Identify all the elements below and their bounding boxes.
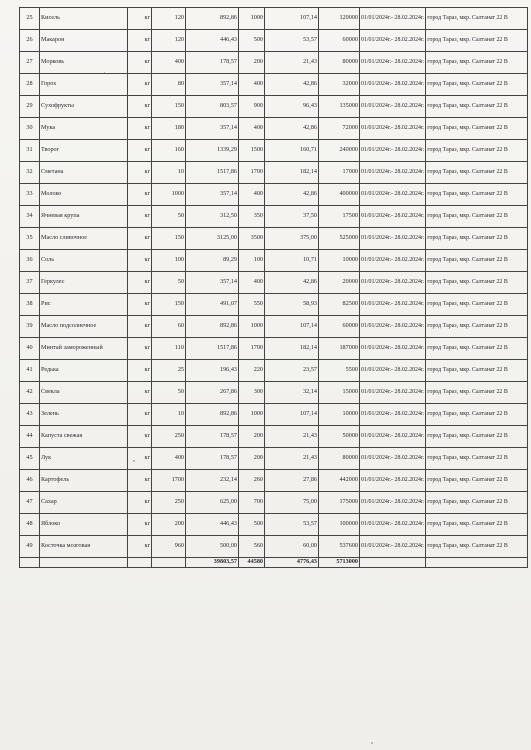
product-name-cell: Сметана — [40, 162, 128, 184]
unit-price-cell: 500 — [239, 30, 265, 52]
table-row — [20, 250, 528, 272]
delivery-address-cell: город Тараз, мкр. Салтанат 22 В — [426, 360, 528, 382]
delivery-address-cell: город Тараз, мкр. Салтанат 22 В — [426, 140, 528, 162]
quantity-cell: 960 — [152, 536, 186, 558]
price-cell: 357,14 — [186, 74, 239, 96]
table-row — [20, 30, 528, 52]
unit-price-cell: 500 — [239, 514, 265, 536]
unit-cell: кг — [128, 228, 152, 250]
delivery-address-cell: город Тараз, мкр. Салтанат 22 В — [426, 514, 528, 536]
table-row — [20, 360, 528, 382]
price-cell: 232,14 — [186, 470, 239, 492]
unit-cell: кг — [128, 118, 152, 140]
row-number-cell: 38 — [20, 294, 40, 316]
table-row — [20, 316, 528, 338]
unit-price-cell: 900 — [239, 96, 265, 118]
quantity-cell: 400 — [152, 448, 186, 470]
vat-amount-cell: 10,71 — [265, 250, 319, 272]
unit-price-cell: 1700 — [239, 162, 265, 184]
vat-amount-cell: 182,14 — [265, 162, 319, 184]
vat-amount-cell: 53,57 — [265, 514, 319, 536]
row-number-cell: 29 — [20, 96, 40, 118]
product-name-cell: Косточка мозговая — [40, 536, 128, 558]
row-number-cell: 43 — [20, 404, 40, 426]
table-row — [20, 470, 528, 492]
price-cell: 892,86 — [186, 404, 239, 426]
row-number-cell: 41 — [20, 360, 40, 382]
total-amount-cell: 400000 — [319, 184, 360, 206]
total-amount-cell: 10000 — [319, 404, 360, 426]
totals-blank-qty — [152, 558, 186, 568]
vat-amount-cell: 96,43 — [265, 96, 319, 118]
row-number-cell: 40 — [20, 338, 40, 360]
total-amount-cell: 20000 — [319, 272, 360, 294]
unit-price-cell: 400 — [239, 272, 265, 294]
table-row — [20, 448, 528, 470]
table-row — [20, 492, 528, 514]
row-number-cell: 39 — [20, 316, 40, 338]
unit-price-cell: 3500 — [239, 228, 265, 250]
vat-amount-cell: 32,14 — [265, 382, 319, 404]
totals-blank-name — [40, 558, 128, 568]
row-number-cell: 25 — [20, 8, 40, 30]
total-amount-cell: 60000 — [319, 30, 360, 52]
delivery-period-cell: 01/01/2024г.- 28.02.2024г. — [360, 294, 426, 316]
unit-price-cell: 1000 — [239, 404, 265, 426]
vat-amount-cell: 53,57 — [265, 30, 319, 52]
unit-cell: кг — [128, 206, 152, 228]
total-amount-cell: 60000 — [319, 316, 360, 338]
vat-amount-cell: 42,86 — [265, 272, 319, 294]
row-number-cell: 28 — [20, 74, 40, 96]
delivery-address-cell: город Тараз, мкр. Салтанат 22 В — [426, 52, 528, 74]
delivery-address-cell: город Тараз, мкр. Салтанат 22 В — [426, 536, 528, 558]
totals-blank-unit — [128, 558, 152, 568]
product-name-cell: Лук — [40, 448, 128, 470]
delivery-period-cell: 01/01/2024г.- 28.02.2024г. — [360, 470, 426, 492]
unit-price-cell: 400 — [239, 184, 265, 206]
vat-amount-cell: 21,43 — [265, 426, 319, 448]
delivery-period-cell: 01/01/2024г.- 28.02.2024г. — [360, 30, 426, 52]
vat-amount-cell: 58,93 — [265, 294, 319, 316]
delivery-period-cell: 01/01/2024г.- 28.02.2024г. — [360, 338, 426, 360]
delivery-address-cell: город Тараз, мкр. Салтанат 22 В — [426, 272, 528, 294]
vat-amount-cell: 27,86 — [265, 470, 319, 492]
delivery-period-cell: 01/01/2024г.- 28.02.2024г. — [360, 8, 426, 30]
table-row — [20, 294, 528, 316]
product-name-cell: Капуста свежая — [40, 426, 128, 448]
row-number-cell: 26 — [20, 30, 40, 52]
delivery-period-cell: 01/01/2024г.- 28.02.2024г. — [360, 316, 426, 338]
quantity-cell: 250 — [152, 426, 186, 448]
unit-price-cell: 550 — [239, 294, 265, 316]
vat-amount-cell: 107,14 — [265, 316, 319, 338]
delivery-period-cell: 01/01/2024г.- 28.02.2024г. — [360, 96, 426, 118]
quantity-cell: 10 — [152, 162, 186, 184]
price-cell: 892,86 — [186, 316, 239, 338]
unit-cell: кг — [128, 426, 152, 448]
product-name-cell: Творог — [40, 140, 128, 162]
total-amount-cell: 82500 — [319, 294, 360, 316]
delivery-address-cell: город Тараз, мкр. Салтанат 22 В — [426, 206, 528, 228]
total-amount-cell: 120000 — [319, 8, 360, 30]
row-number-cell: 46 — [20, 470, 40, 492]
delivery-period-cell: 01/01/2024г.- 28.02.2024г. — [360, 118, 426, 140]
unit-price-cell: 1000 — [239, 316, 265, 338]
total-amount-cell: 72000 — [319, 118, 360, 140]
unit-cell: кг — [128, 52, 152, 74]
total-amount-cell: 10000 — [319, 250, 360, 272]
totals-price: 39803,57 — [186, 558, 239, 568]
delivery-address-cell: город Тараз, мкр. Салтанат 22 В — [426, 30, 528, 52]
totals-blank-addr — [426, 558, 528, 568]
total-amount-cell: 240000 — [319, 140, 360, 162]
quantity-cell: 120 — [152, 30, 186, 52]
price-cell: 89,29 — [186, 250, 239, 272]
row-number-cell: 47 — [20, 492, 40, 514]
delivery-period-cell: 01/01/2024г.- 28.02.2024г. — [360, 514, 426, 536]
row-number-cell: 37 — [20, 272, 40, 294]
unit-cell: кг — [128, 74, 152, 96]
price-cell: 892,86 — [186, 8, 239, 30]
price-cell: 267,86 — [186, 382, 239, 404]
unit-price-cell: 400 — [239, 118, 265, 140]
price-cell: 196,43 — [186, 360, 239, 382]
quantity-cell: 250 — [152, 492, 186, 514]
table-row — [20, 162, 528, 184]
quantity-cell: 10 — [152, 404, 186, 426]
quantity-cell: 110 — [152, 338, 186, 360]
price-cell: 178,57 — [186, 426, 239, 448]
product-name-cell: Ячневая крупа — [40, 206, 128, 228]
delivery-period-cell: 01/01/2024г.- 28.02.2024г. — [360, 162, 426, 184]
product-name-cell: Картофель — [40, 470, 128, 492]
vat-amount-cell: 107,14 — [265, 404, 319, 426]
price-cell: 446,43 — [186, 30, 239, 52]
procurement-table — [19, 7, 528, 568]
product-name-cell: Минтай замороженный — [40, 338, 128, 360]
total-amount-cell: 17000 — [319, 162, 360, 184]
product-name-cell: Мука — [40, 118, 128, 140]
table-row — [20, 536, 528, 558]
delivery-period-cell: 01/01/2024г.- 28.02.2024г. — [360, 74, 426, 96]
product-name-cell: Масло подсолнечное — [40, 316, 128, 338]
quantity-cell: 150 — [152, 96, 186, 118]
totals-blank-no — [20, 558, 40, 568]
delivery-period-cell: 01/01/2024г.- 28.02.2024г. — [360, 184, 426, 206]
row-number-cell: 42 — [20, 382, 40, 404]
unit-cell: кг — [128, 250, 152, 272]
price-cell: 446,43 — [186, 514, 239, 536]
scan-speck — [371, 742, 373, 744]
unit-price-cell: 350 — [239, 206, 265, 228]
total-amount-cell: 32000 — [319, 74, 360, 96]
row-number-cell: 48 — [20, 514, 40, 536]
total-amount-cell: 525000 — [319, 228, 360, 250]
table-row — [20, 404, 528, 426]
row-number-cell: 31 — [20, 140, 40, 162]
quantity-cell: 120 — [152, 8, 186, 30]
delivery-period-cell: 01/01/2024г.- 28.02.2024г. — [360, 448, 426, 470]
table-body — [20, 8, 528, 568]
delivery-address-cell: город Тараз, мкр. Салтанат 22 В — [426, 96, 528, 118]
product-name-cell: Соль — [40, 250, 128, 272]
unit-cell: кг — [128, 316, 152, 338]
total-amount-cell: 50000 — [319, 426, 360, 448]
price-cell: 1517,86 — [186, 338, 239, 360]
unit-price-cell: 260 — [239, 470, 265, 492]
scan-speck — [133, 460, 135, 462]
product-name-cell: Молоко — [40, 184, 128, 206]
vat-amount-cell: 107,14 — [265, 8, 319, 30]
quantity-cell: 50 — [152, 206, 186, 228]
product-name-cell: Зелень — [40, 404, 128, 426]
total-amount-cell: 80000 — [319, 52, 360, 74]
table-row — [20, 206, 528, 228]
unit-cell: кг — [128, 448, 152, 470]
quantity-cell: 150 — [152, 228, 186, 250]
row-number-cell: 27 — [20, 52, 40, 74]
price-cell: 312,50 — [186, 206, 239, 228]
product-name-cell: Свекла — [40, 382, 128, 404]
unit-price-cell: 400 — [239, 74, 265, 96]
unit-price-cell: 1000 — [239, 8, 265, 30]
table-row — [20, 228, 528, 250]
delivery-period-cell: 01/01/2024г.- 28.02.2024г. — [360, 52, 426, 74]
table-row — [20, 514, 528, 536]
product-name-cell: Горох — [40, 74, 128, 96]
row-number-cell: 45 — [20, 448, 40, 470]
delivery-address-cell: город Тараз, мкр. Салтанат 22 В — [426, 228, 528, 250]
product-name-cell: Кисель — [40, 8, 128, 30]
unit-cell: кг — [128, 30, 152, 52]
unit-cell: кг — [128, 470, 152, 492]
unit-price-cell: 300 — [239, 382, 265, 404]
unit-cell: кг — [128, 360, 152, 382]
quantity-cell: 50 — [152, 272, 186, 294]
table-row — [20, 426, 528, 448]
total-amount-cell: 537600 — [319, 536, 360, 558]
delivery-period-cell: 01/01/2024г.- 28.02.2024г. — [360, 140, 426, 162]
delivery-address-cell: город Тараз, мкр. Салтанат 22 В — [426, 118, 528, 140]
table-row — [20, 382, 528, 404]
row-number-cell: 49 — [20, 536, 40, 558]
vat-amount-cell: 60,00 — [265, 536, 319, 558]
row-number-cell: 36 — [20, 250, 40, 272]
vat-amount-cell: 75,00 — [265, 492, 319, 514]
unit-price-cell: 200 — [239, 448, 265, 470]
product-name-cell: Геркулес — [40, 272, 128, 294]
totals-blank-period — [360, 558, 426, 568]
delivery-address-cell: город Тараз, мкр. Салтанат 22 В — [426, 382, 528, 404]
delivery-address-cell: город Тараз, мкр. Салтанат 22 В — [426, 448, 528, 470]
quantity-cell: 200 — [152, 514, 186, 536]
unit-price-cell: 700 — [239, 492, 265, 514]
totals-total: 5713000 — [319, 558, 360, 568]
unit-cell: кг — [128, 140, 152, 162]
delivery-address-cell: город Тараз, мкр. Салтанат 22 В — [426, 74, 528, 96]
vat-amount-cell: 42,86 — [265, 184, 319, 206]
totals-sum: 4776,43 — [265, 558, 319, 568]
price-cell: 357,14 — [186, 272, 239, 294]
price-cell: 357,14 — [186, 118, 239, 140]
scan-speck — [104, 72, 105, 73]
table-row — [20, 338, 528, 360]
delivery-period-cell: 01/01/2024г.- 28.02.2024г. — [360, 426, 426, 448]
quantity-cell: 400 — [152, 52, 186, 74]
vat-amount-cell: 21,43 — [265, 52, 319, 74]
total-amount-cell: 5500 — [319, 360, 360, 382]
total-amount-cell: 135000 — [319, 96, 360, 118]
vat-amount-cell: 42,86 — [265, 74, 319, 96]
delivery-address-cell: город Тараз, мкр. Салтанат 22 В — [426, 316, 528, 338]
quantity-cell: 80 — [152, 74, 186, 96]
delivery-address-cell: город Тараз, мкр. Салтанат 22 В — [426, 470, 528, 492]
row-number-cell: 35 — [20, 228, 40, 250]
quantity-cell: 50 — [152, 382, 186, 404]
delivery-period-cell: 01/01/2024г.- 28.02.2024г. — [360, 228, 426, 250]
delivery-period-cell: 01/01/2024г.- 28.02.2024г. — [360, 492, 426, 514]
unit-cell: кг — [128, 514, 152, 536]
delivery-address-cell: город Тараз, мкр. Салтанат 22 В — [426, 404, 528, 426]
price-cell: 1339,29 — [186, 140, 239, 162]
quantity-cell: 60 — [152, 316, 186, 338]
unit-price-cell: 1700 — [239, 338, 265, 360]
row-number-cell: 33 — [20, 184, 40, 206]
price-cell: 803,57 — [186, 96, 239, 118]
table-row — [20, 184, 528, 206]
price-cell: 178,57 — [186, 52, 239, 74]
price-cell: 491,07 — [186, 294, 239, 316]
delivery-period-cell: 01/01/2024г.- 28.02.2024г. — [360, 250, 426, 272]
price-cell: 1517,86 — [186, 162, 239, 184]
price-cell: 3125,00 — [186, 228, 239, 250]
delivery-address-cell: город Тараз, мкр. Салтанат 22 В — [426, 250, 528, 272]
quantity-cell: 1000 — [152, 184, 186, 206]
quantity-cell: 160 — [152, 140, 186, 162]
unit-cell: кг — [128, 162, 152, 184]
product-name-cell: Яблоко — [40, 514, 128, 536]
unit-price-cell: 100 — [239, 250, 265, 272]
delivery-period-cell: 01/01/2024г.- 28.02.2024г. — [360, 404, 426, 426]
unit-cell: кг — [128, 272, 152, 294]
total-amount-cell: 15000 — [319, 382, 360, 404]
row-number-cell: 44 — [20, 426, 40, 448]
delivery-address-cell: город Тараз, мкр. Салтанат 22 В — [426, 184, 528, 206]
vat-amount-cell: 21,43 — [265, 448, 319, 470]
unit-cell: кг — [128, 536, 152, 558]
unit-cell: кг — [128, 404, 152, 426]
vat-amount-cell: 37,50 — [265, 206, 319, 228]
table-row — [20, 272, 528, 294]
product-name-cell: Рис — [40, 294, 128, 316]
vat-amount-cell: 375,00 — [265, 228, 319, 250]
vat-amount-cell: 42,86 — [265, 118, 319, 140]
unit-price-cell: 200 — [239, 52, 265, 74]
table-row — [20, 140, 528, 162]
quantity-cell: 180 — [152, 118, 186, 140]
totals-row — [20, 558, 528, 568]
unit-cell: кг — [128, 184, 152, 206]
vat-amount-cell: 182,14 — [265, 338, 319, 360]
total-amount-cell: 187000 — [319, 338, 360, 360]
delivery-period-cell: 01/01/2024г.- 28.02.2024г. — [360, 360, 426, 382]
total-amount-cell: 80000 — [319, 448, 360, 470]
unit-cell: кг — [128, 294, 152, 316]
row-number-cell: 34 — [20, 206, 40, 228]
unit-price-cell: 560 — [239, 536, 265, 558]
total-amount-cell: 175000 — [319, 492, 360, 514]
delivery-period-cell: 01/01/2024г.- 28.02.2024г. — [360, 382, 426, 404]
price-cell: 357,14 — [186, 184, 239, 206]
total-amount-cell: 100000 — [319, 514, 360, 536]
price-cell: 178,57 — [186, 448, 239, 470]
price-cell: 500,00 — [186, 536, 239, 558]
unit-cell: кг — [128, 382, 152, 404]
delivery-address-cell: город Тараз, мкр. Салтанат 22 В — [426, 492, 528, 514]
quantity-cell: 1700 — [152, 470, 186, 492]
quantity-cell: 150 — [152, 294, 186, 316]
unit-cell: кг — [128, 338, 152, 360]
product-name-cell: Редька — [40, 360, 128, 382]
total-amount-cell: 442000 — [319, 470, 360, 492]
unit-price-cell: 1500 — [239, 140, 265, 162]
unit-price-cell: 200 — [239, 426, 265, 448]
unit-cell: кг — [128, 8, 152, 30]
delivery-period-cell: 01/01/2024г.- 28.02.2024г. — [360, 206, 426, 228]
delivery-address-cell: город Тараз, мкр. Салтанат 22 В — [426, 294, 528, 316]
table-row — [20, 8, 528, 30]
table-row — [20, 52, 528, 74]
delivery-period-cell: 01/01/2024г.- 28.02.2024г. — [360, 536, 426, 558]
unit-cell: кг — [128, 96, 152, 118]
delivery-address-cell: город Тараз, мкр. Салтанат 22 В — [426, 426, 528, 448]
unit-cell: кг — [128, 492, 152, 514]
delivery-address-cell: город Тараз, мкр. Салтанат 22 В — [426, 8, 528, 30]
total-amount-cell: 17500 — [319, 206, 360, 228]
row-number-cell: 32 — [20, 162, 40, 184]
delivery-period-cell: 01/01/2024г.- 28.02.2024г. — [360, 272, 426, 294]
product-name-cell: Сахар — [40, 492, 128, 514]
table-row — [20, 118, 528, 140]
quantity-cell: 100 — [152, 250, 186, 272]
product-name-cell: Макарон — [40, 30, 128, 52]
totals-q2: 44580 — [239, 558, 265, 568]
table-row — [20, 96, 528, 118]
vat-amount-cell: 23,57 — [265, 360, 319, 382]
delivery-address-cell: город Тараз, мкр. Салтанат 22 В — [426, 338, 528, 360]
unit-price-cell: 220 — [239, 360, 265, 382]
vat-amount-cell: 160,71 — [265, 140, 319, 162]
product-name-cell: Морковь — [40, 52, 128, 74]
price-cell: 625,00 — [186, 492, 239, 514]
delivery-address-cell: город Тараз, мкр. Салтанат 22 В — [426, 162, 528, 184]
quantity-cell: 25 — [152, 360, 186, 382]
table-row — [20, 74, 528, 96]
product-name-cell: Сухофрукты — [40, 96, 128, 118]
product-name-cell: Масло сливочное — [40, 228, 128, 250]
row-number-cell: 30 — [20, 118, 40, 140]
